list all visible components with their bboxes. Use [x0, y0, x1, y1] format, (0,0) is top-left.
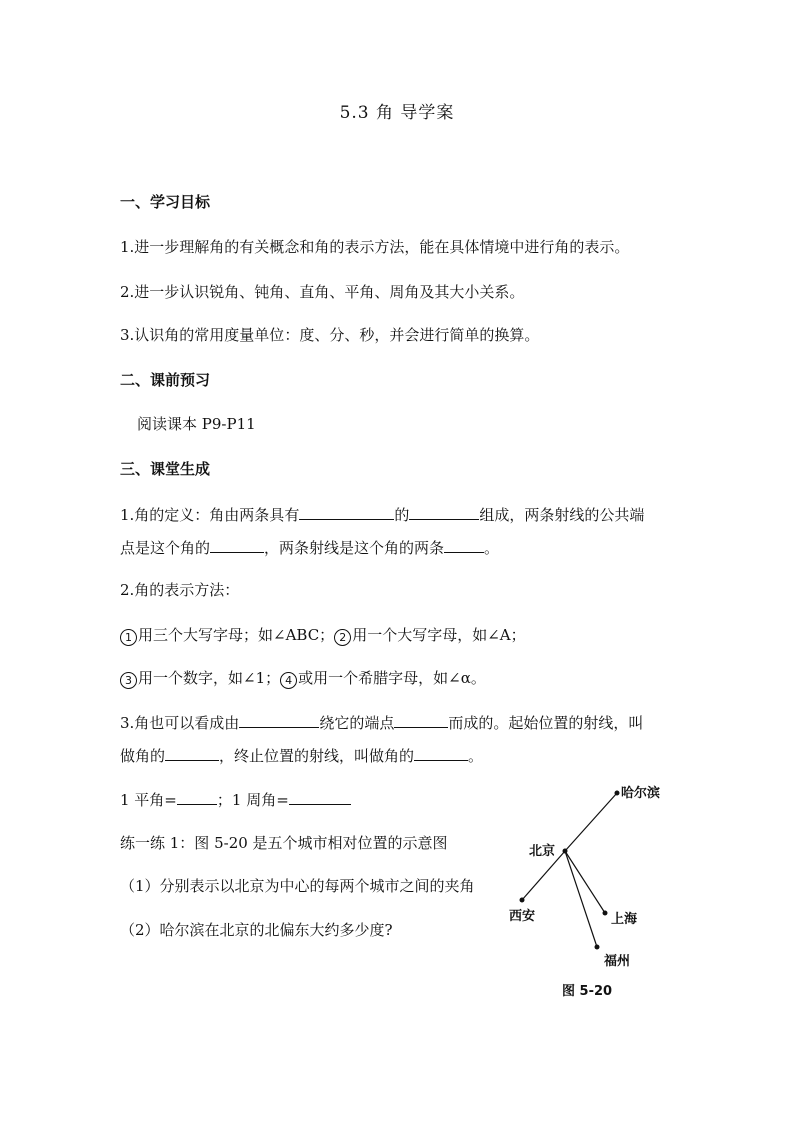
- map-rays: [522, 793, 617, 947]
- page-title: 5.3 角 导学案: [339, 103, 455, 123]
- q4-blank-1[interactable]: [177, 789, 217, 805]
- label-shanghai: 上海: [611, 912, 638, 927]
- q4-blank-2[interactable]: [289, 789, 351, 805]
- q1-text-a: 1.角的定义：角由两条具有: [120, 506, 300, 524]
- preview-text: 阅读课本 P9-P11: [137, 415, 256, 433]
- objective-item-1: 1.进一步理解角的有关概念和角的表示方法，能在具体情境中进行角的表示。: [120, 238, 630, 256]
- q3-blank-2[interactable]: [394, 712, 448, 728]
- circled-number-1: 1: [120, 629, 137, 646]
- q3-blank-1[interactable]: [239, 712, 319, 728]
- q1-text-e: ，两条射线是这个角的两条: [264, 539, 445, 557]
- q2-method-4: 或用一个希腊字母，如∠α。: [298, 669, 486, 687]
- point-harbin: [615, 791, 620, 796]
- q3-text-e: ，终止位置的射线，叫做角的: [219, 747, 415, 765]
- city-map-figure: [500, 775, 700, 1005]
- q1-text-f: 。: [484, 539, 500, 557]
- section-heading-objectives: 一、学习目标: [120, 193, 211, 211]
- q3-blank-3[interactable]: [165, 745, 219, 761]
- q1-blank-2[interactable]: [409, 504, 479, 520]
- q3-text-f: 。: [468, 747, 484, 765]
- q1-blank-4[interactable]: [444, 537, 484, 553]
- q2-method-2: 用一个大写字母，如∠A；: [352, 626, 526, 644]
- question-2-line-1: [120, 625, 526, 646]
- label-harbin: 哈尔滨: [621, 786, 661, 801]
- question-3-line-1: [120, 712, 643, 733]
- point-beijing: [563, 849, 568, 854]
- practice-question-1: （1）分别表示以北京为中心的每两个城市之间的夹角: [120, 877, 475, 895]
- figure-caption: 图 5-20: [562, 984, 613, 999]
- label-fuzhou: 福州: [604, 954, 631, 969]
- q2-method-3: 用一个数字，如∠1；: [138, 669, 281, 687]
- label-beijing: 北京: [529, 844, 556, 859]
- practice-question-2: （2）哈尔滨在北京的北偏东大约多少度?: [120, 921, 393, 939]
- question-4-line: [120, 789, 351, 810]
- q3-text-d: 做角的: [120, 747, 166, 765]
- objective-item-2: 2.进一步认识锐角、钝角、直角、平角、周角及其大小关系。: [120, 283, 525, 301]
- label-xian: 西安: [509, 909, 536, 924]
- section-heading-classroom: 三、课堂生成: [120, 460, 211, 478]
- question-2-line-2: [120, 668, 486, 689]
- city-points: [520, 791, 620, 950]
- q1-blank-1[interactable]: [299, 504, 394, 520]
- q3-text-b: 绕它的端点: [319, 714, 395, 732]
- question-1-line-2: [120, 537, 499, 558]
- q2-method-1: 用三个大写字母；如∠ABC；: [138, 626, 335, 644]
- point-xian: [520, 898, 525, 903]
- question-2-title: 2.角的表示方法：: [120, 581, 240, 599]
- objective-item-3: 3.认识角的常用度量单位：度、分、秒，并会进行简单的换算。: [120, 326, 540, 344]
- practice-intro: 练一练 1：图 5-20 是五个城市相对位置的示意图: [120, 834, 448, 852]
- ray-to-harbin: [565, 793, 617, 851]
- question-3-line-2: [120, 745, 483, 766]
- circled-number-2: 2: [334, 629, 351, 646]
- ray-to-shanghai: [565, 851, 605, 913]
- ray-to-fuzhou: [565, 851, 597, 947]
- q3-text-a: 3.角也可以看成由: [120, 714, 240, 732]
- circled-number-4: 4: [280, 672, 297, 689]
- q3-text-c: 而成的。起始位置的射线，叫: [448, 714, 644, 732]
- q3-blank-4[interactable]: [414, 745, 468, 761]
- q4-text-b: ；1 周角=: [216, 791, 289, 809]
- point-shanghai: [603, 911, 608, 916]
- q1-text-b: 的: [394, 506, 410, 524]
- q1-text-d: 点是这个角的: [120, 539, 211, 557]
- q4-text-a: 1 平角=: [120, 791, 177, 809]
- point-fuzhou: [595, 945, 600, 950]
- question-1-line-1: [120, 504, 644, 525]
- section-heading-preview: 二、课前预习: [120, 371, 211, 389]
- circled-number-3: 3: [120, 672, 137, 689]
- q1-text-c: 组成，两条射线的公共端: [479, 506, 645, 524]
- q1-blank-3[interactable]: [210, 537, 264, 553]
